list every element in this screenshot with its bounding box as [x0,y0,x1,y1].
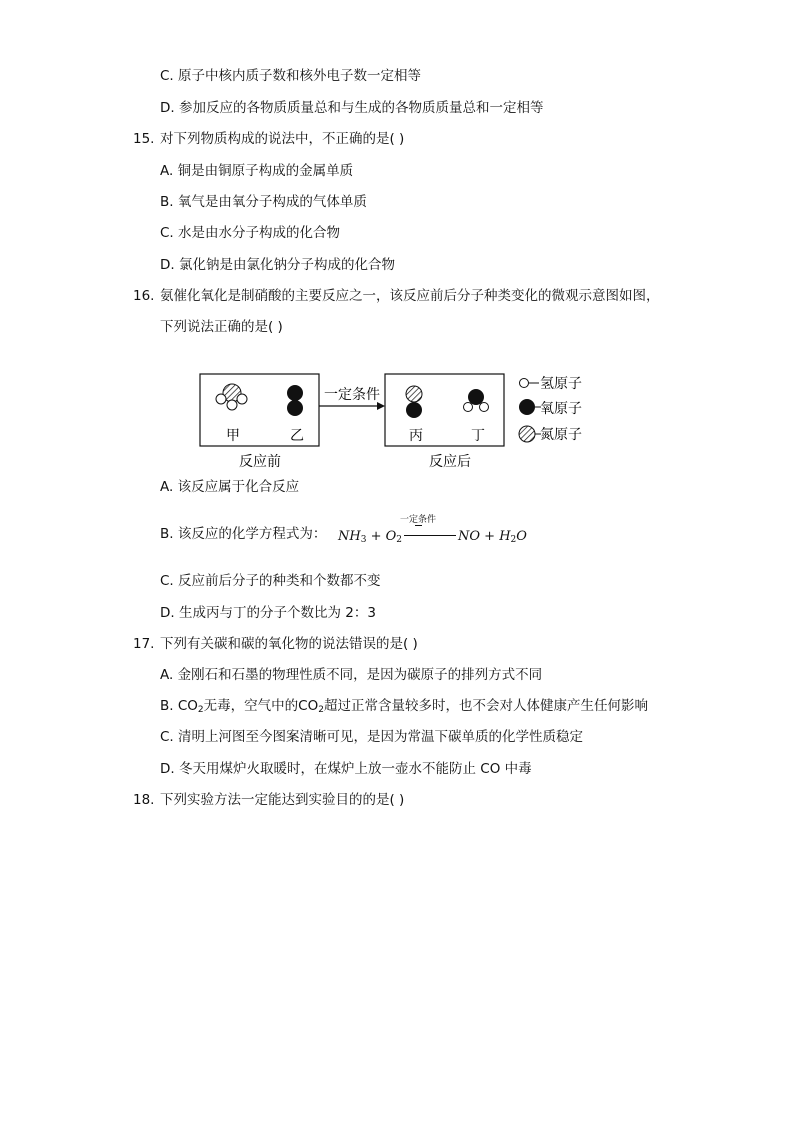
q17-option-b [160,697,648,719]
water-molecule [464,389,489,412]
question-stem-15: 对下列物质构成的说法中，不正确的是( ) [160,131,405,147]
option-text: 氯化钠是由氯化钠分子构成的化合物 [178,257,395,273]
option-text: 生成丙与丁的分子个数比为 2：3 [178,605,376,621]
prev-option-c [160,67,421,85]
option-text: 冬天用煤炉火取暖时，在煤炉上放一壶水不能防止 CO 中毒 [178,761,532,777]
option-text-post: 超过正常含量较多时，也不会对人体健康产生任何影响 [323,698,648,714]
prev-option-d [160,99,543,117]
option-text: 原子中核内质子数和核外电子数一定相等 [178,68,422,84]
before-right-label: 乙 [290,428,304,444]
option-label: D. [160,100,175,116]
question-number-17: 17. [133,636,155,652]
question-stem-16-line2: 下列说法正确的是( ) [160,319,283,335]
option-text: 铜是由铜原子构成的金属单质 [177,163,354,179]
option-label: C. [160,729,174,745]
q16-option-c [160,572,381,590]
legend-nitrogen-text: 氮原子 [540,427,582,443]
subscript: 2 [318,705,324,715]
reaction-diagram [195,368,615,473]
option-label: C. [160,573,174,589]
legend-hydrogen-text: 氢原子 [540,376,582,392]
legend-hydrogen [520,376,583,392]
option-text: 水是由水分子构成的化合物 [178,225,341,241]
question-number-16: 16. [133,288,155,304]
chemical-equation: $NH_3 + O_2$ NO + $H_2O$ [338,529,527,545]
subscript: 2 [197,705,204,715]
option-label: A. [160,667,174,683]
option-label: A. [160,479,174,495]
option-text: 清明上河图至今图案清晰可见，是因为常温下碳单质的化学性质稳定 [178,729,584,745]
option-label: D. [160,605,175,621]
option-label: D. [160,761,175,777]
q15-option-c [160,224,340,242]
nitric-oxide-molecule [406,386,422,418]
equation-condition: 一定条件 [400,515,437,525]
question-stem-16-line1: 氨催化氧化是制硝酸的主要反应之一，该反应前后分子种类变化的微观示意图如图， [160,288,660,304]
q17-option-d [160,760,532,778]
after-left-label: 丙 [409,428,423,444]
legend-oxygen [519,399,582,417]
hydrogen-atom-icon [520,379,529,388]
q15-option-b [160,193,367,211]
arrow-label: 一定条件 [324,387,380,403]
option-label: A. [160,163,174,179]
arrow-head [377,402,385,410]
option-label: B. [160,698,174,714]
option-text: 氧气是由氧分子构成的气体单质 [177,194,367,210]
question-stem-18: 下列实验方法一定能达到实验目的的是( ) [160,792,405,808]
before-caption: 反应前 [239,454,281,470]
question-number-18: 18. [133,792,155,808]
option-text: 该反应的化学方程式为： [177,526,327,542]
q15-option-a [160,162,353,180]
before-left-label: 甲 [226,428,240,444]
option-text: 该反应属于化合反应 [177,479,300,495]
nitrogen-atom-icon [519,426,535,442]
equation-condition-mark [415,525,422,526]
oxygen-molecule [287,385,303,416]
ammonia-molecule [216,384,247,410]
oxygen-atom-icon [519,399,535,415]
option-label: B. [160,194,174,210]
option-label: C. [160,225,174,241]
q16-option-a [160,478,299,496]
question-number-15: 15. [133,131,155,147]
legend-nitrogen [519,426,582,443]
after-right-label: 丁 [471,428,485,444]
after-caption: 反应后 [429,454,471,470]
q17-option-a [160,666,542,684]
option-text: 参加反应的各物质质量总和与生成的各物质质量总和一定相等 [178,100,544,116]
q17-option-c [160,728,583,746]
option-text: 金刚石和石墨的物理性质不同，是因为碳原子的排列方式不同 [177,667,543,683]
option-label: C. [160,68,174,84]
option-text-pre: CO [177,698,198,714]
question-stem-17: 下列有关碳和碳的氧化物的说法错误的是( ) [160,636,418,652]
q16-option-b [160,525,326,543]
legend-oxygen-text: 氧原子 [540,401,582,417]
option-label: D. [160,257,175,273]
option-label: B. [160,526,174,542]
q15-option-d [160,256,395,274]
q16-option-d [160,604,376,622]
option-text: 反应前后分子的种类和个数都不变 [178,573,381,589]
option-text-mid: 无毒，空气中的CO [203,698,319,714]
